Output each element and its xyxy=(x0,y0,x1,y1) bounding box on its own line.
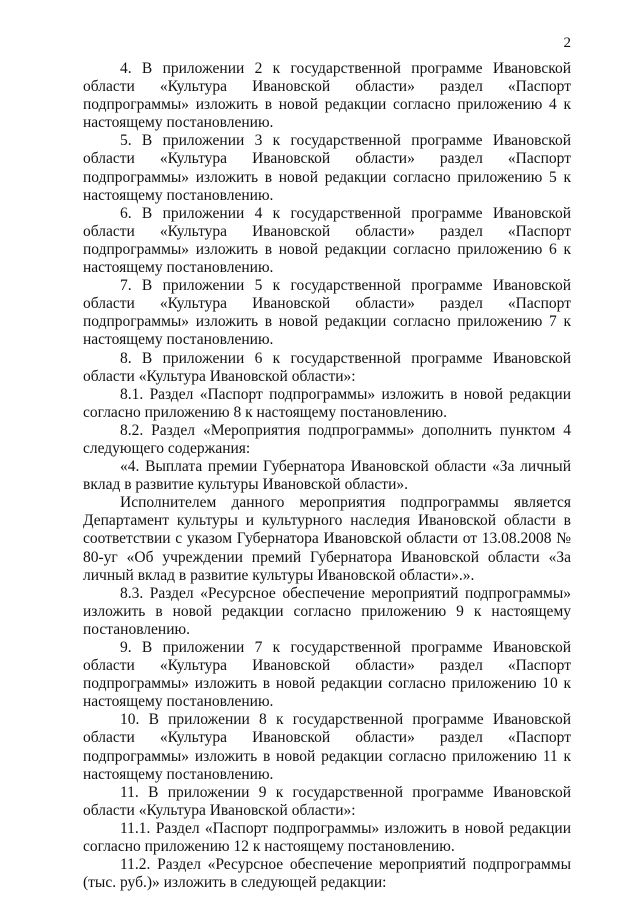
paragraph-item-8-2: 8.2. Раздел «Мероприятия подпрограммы» дополнить пунктом 4 следующего содержания: xyxy=(83,421,571,457)
paragraph-item-7: 7. В приложении 5 к государственной программе Ивановской области «Культура Ивановской области» раздел «Паспорт подпрограммы» изложить в новой редакции согласно приложению 7 к настоящему постановлению. xyxy=(83,277,571,349)
paragraph-item-6: 6. В приложении 4 к государственной программе Ивановской области «Культура Ивановской области» раздел «Паспорт подпрограммы» изложить в новой редакции согласно приложению 6 к настоящему постановлению. xyxy=(83,204,571,277)
paragraph-item-11-1: 11.1. Раздел «Паспорт подпрограммы» изложить в новой редакции согласно приложению 12 к настоящему постановлению. xyxy=(83,819,571,856)
document-body xyxy=(83,60,571,892)
paragraph-item-8-1: 8.1. Раздел «Паспорт подпрограммы» изложить в новой редакции согласно приложению 8 к настоящему постановлению. xyxy=(83,385,571,421)
page-number: 2 xyxy=(563,35,571,51)
paragraph-item-5: 5. В приложении 3 к государственной программе Ивановской области «Культура Ивановской области» раздел «Паспорт подпрограммы» изложить в новой редакции согласно приложению 5 к настоящему постановлению. xyxy=(83,132,571,204)
paragraph-item-4: 4. В приложении 2 к государственной программе Ивановской области «Культура Ивановской области» раздел «Паспорт подпрограммы» изложить в новой редакции согласно приложению 4 к настоящему постановлению. xyxy=(83,60,571,132)
paragraph-item-8-3: 8.3. Раздел «Ресурсное обеспечение мероприятий подпрограммы» изложить в новой редакции согласно приложению 9 к настоящему постановлению. xyxy=(83,584,571,638)
paragraph-item-11-2: 11.2. Раздел «Ресурсное обеспечение мероприятий подпрограммы (тыс. руб.)» изложить в следующей редакции: xyxy=(83,856,571,892)
paragraph-item-11: 11. В приложении 9 к государственной программе Ивановской области «Культура Ивановской области»: xyxy=(83,783,571,819)
paragraph-item-8: 8. В приложении 6 к государственной программе Ивановской области «Культура Ивановской области»: xyxy=(83,349,571,385)
paragraph-item-10: 10. В приложении 8 к государственной программе Ивановской области «Культура Ивановской области» раздел «Паспорт подпрограммы» изложить в новой редакции согласно приложению 11 к настоящему постановлению. xyxy=(83,711,571,783)
paragraph-item-9: 9. В приложении 7 к государственной программе Ивановской области «Культура Ивановской области» раздел «Паспорт подпрограммы» изложить в новой редакции согласно приложению 10 к настоящему постановлению. xyxy=(83,639,571,711)
paragraph-executor: Исполнителем данного мероприятия подпрограммы является Департамент культуры и культурного наследия Ивановской области в соответствии с указом Губернатора Ивановской области от 13.08.2008 № 80-уг «Об учреждении премий Губернатора Ивановской области «За личный вклад в развитие культуры Ивановской области».». xyxy=(83,494,571,584)
paragraph-quote-item-4: «4. Выплата премии Губернатора Ивановской области «За личный вклад в развитие культуры Ивановской области». xyxy=(83,458,571,494)
